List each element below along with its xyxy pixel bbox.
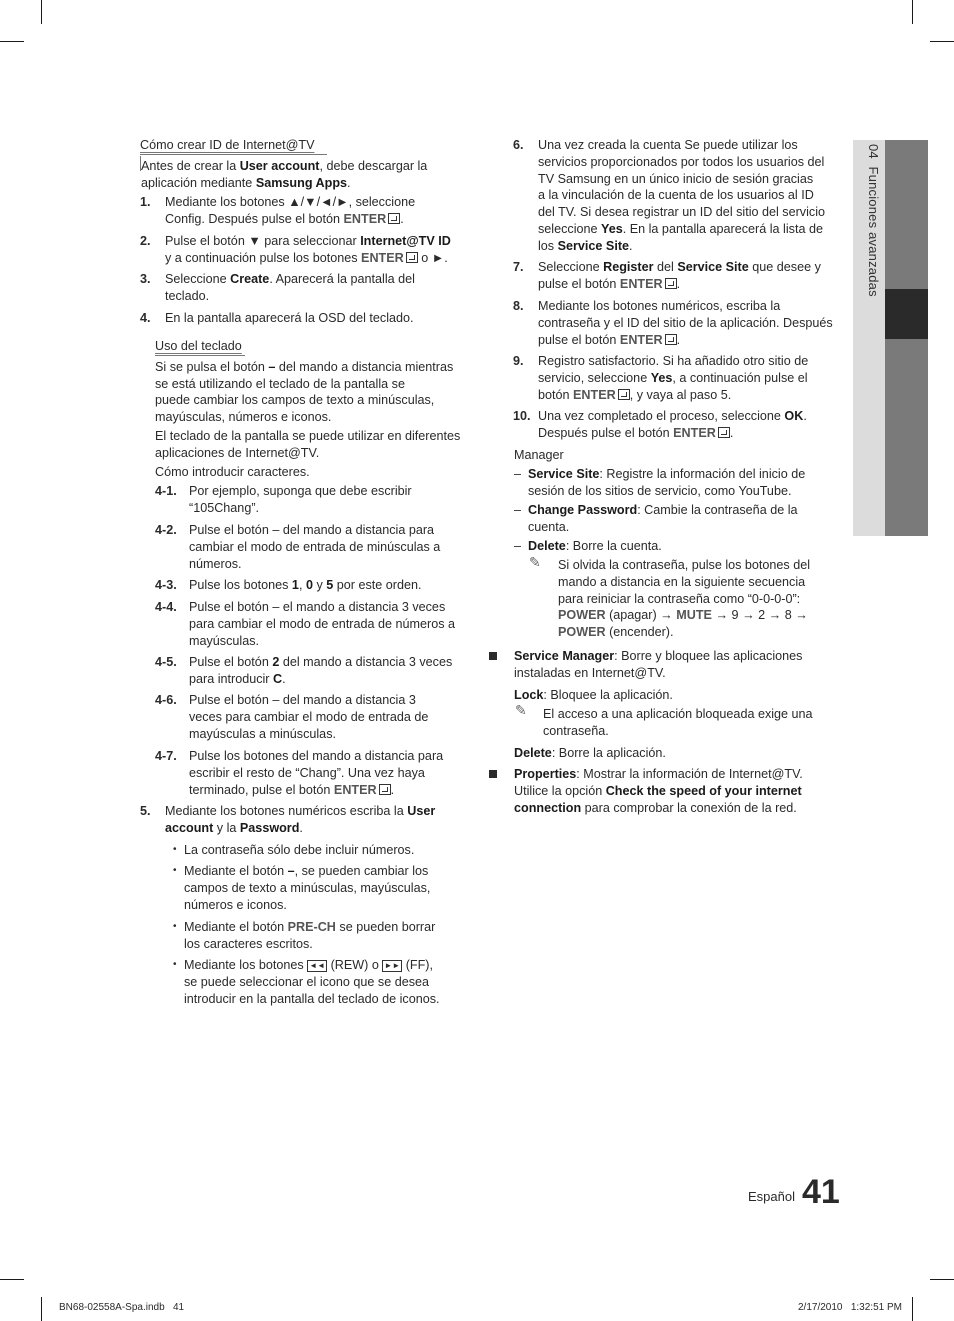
crop-mark xyxy=(912,1297,913,1321)
step-4: 4. En la pantalla aparecerá la OSD del teclado. xyxy=(140,311,414,325)
lock-item: Lock: Bloquee la aplicación. xyxy=(514,688,673,702)
manager-change-password: – Change Password: Cambie la contraseña de la cuenta. xyxy=(514,503,798,534)
substep-4-1: 4-1. Por ejemplo, suponga que debe escribir “105Chang”. xyxy=(155,484,412,515)
section-heading: Cómo crear ID de Internet@TV xyxy=(140,138,315,152)
note-icon: ✎ xyxy=(515,702,527,718)
enter-icon xyxy=(718,427,730,438)
page-number: 41 xyxy=(802,1173,840,1211)
bullet-3: • Mediante el botón PRE-CH se pueden borrar los caracteres escritos. xyxy=(173,920,436,951)
manager-delete: – Delete: Borre la cuenta. xyxy=(514,539,662,553)
step-5: 5. Mediante los botones numéricos escriba la User account y la Password. xyxy=(140,804,436,835)
enter-icon xyxy=(665,278,677,289)
square-bullet xyxy=(489,652,497,660)
enter-icon xyxy=(388,213,400,224)
manager-title: Manager xyxy=(514,448,564,462)
manager-service-site: – Service Site: Registre la información del inicio de sesión de los sitios de servicio, como YouTube. xyxy=(514,467,806,498)
enter-icon xyxy=(665,334,677,345)
crop-mark xyxy=(930,1279,954,1280)
properties: Properties: Mostrar la información de Internet@TV. Utilice la opción Check the speed of your internet connection para comprobar la conexión de la red. xyxy=(514,767,803,815)
delete-item: Delete: Borre la aplicación. xyxy=(514,746,666,760)
substep-4-3: 4-3. Pulse los botones 1, 0 y 5 por este orden. xyxy=(155,578,422,592)
section-tab-marker xyxy=(885,289,928,339)
crop-mark xyxy=(41,0,42,24)
rew-icon: ◄◄ xyxy=(309,961,326,970)
step-3: 3. Seleccione Create. Aparecerá la pantalla del teclado. xyxy=(140,272,415,303)
note-icon: ✎ xyxy=(529,554,541,570)
service-manager: Service Manager: Borre y bloquee las aplicaciones instaladas en Internet@TV. xyxy=(514,649,803,680)
enter-icon xyxy=(406,252,418,263)
bullet-1: • La contraseña sólo debe incluir números. xyxy=(173,843,415,857)
step-8: 8. Mediante los botones numéricos, escriba la contraseña y el ID del sitio de la aplicación. Después pulse el botón ENTER . xyxy=(513,299,833,347)
step-1: 1. Mediante los botones ▲/▼/◄/►, seleccione Config. Después pulse el botón ENTER . xyxy=(140,195,416,226)
password-note: Si olvida la contraseña, pulse los botones del mando a distancia en la siguiente secuencia para reiniciar la contraseña como “0-0-0-0”: POWER (apagar) → MUTE → 9 → 2 → 8 → POWER (encender). xyxy=(558,558,811,640)
enter-icon xyxy=(618,389,630,400)
lock-note: El acceso a una aplicación bloqueada exige una contraseña. xyxy=(543,707,813,738)
substep-4-6: 4-6. Pulse el botón – del mando a distancia 3 veces para cambiar el modo de entrada de mayúsculas a minúsculas. xyxy=(155,693,429,741)
substep-4-4: 4-4. Pulse el botón – el mando a distancia 3 veces para cambiar el modo de entrada de números a mayúsculas. xyxy=(155,600,456,648)
step-7: 7. Seleccione Register del Service Site que desee y pulse el botón ENTER . xyxy=(513,260,821,291)
crop-mark xyxy=(41,1297,42,1321)
crop-mark xyxy=(0,41,24,42)
ff-icon: ►► xyxy=(384,961,401,970)
footer-file: BN68-02558A-Spa.indb 41 xyxy=(59,1302,185,1313)
step-10: 10. Una vez completado el proceso, seleccione OK. Después pulse el botón ENTER . xyxy=(513,409,807,440)
bullet-2: • Mediante el botón –, se pueden cambiar los campos de texto a minúsculas, mayúsculas, números e iconos. xyxy=(173,864,431,912)
crop-mark xyxy=(0,1279,24,1280)
section-label: 04 Funciones avanzadas xyxy=(866,144,881,297)
square-bullet xyxy=(489,770,497,778)
keyboard-usage: Uso del teclado Si se pulsa el botón – del mando a distancia mientras se está utilizando el teclado de la pantalla se puede cambiar los campos de texto a minúsculas, mayúsculas, números e iconos. El teclado de la pantalla se puede utilizar en diferentes aplicaciones de Internet@TV. Cómo introducir caracteres. xyxy=(155,339,461,479)
bullet-4: • Mediante los botones ◄◄ (REW) o ►► (FF), se puede seleccionar el icono que se desea introducir en la pantalla del teclado de iconos. xyxy=(173,958,440,1006)
crop-mark xyxy=(912,0,913,24)
intro-text: Antes de crear la User account, debe descargar la aplicación mediante Samsung Apps. xyxy=(141,159,428,190)
step-6: 6. Una vez creada la cuenta Se puede utilizar los servicios proporcionados por todos los usuarios del TV Samsung en un único inicio de sesión gracias a la vinculación de la cuenta de los usuarios al ID del TV. Si desea registrar un ID del sitio del servicio seleccione Yes. En la pantalla aparecerá la lista de los Service Site. xyxy=(513,138,825,253)
crop-mark xyxy=(930,41,954,42)
footer-date: 2/17/2010 1:32:51 PM xyxy=(798,1302,902,1313)
step-9: 9. Registro satisfactorio. Si ha añadido otro sitio de servicio, seleccione Yes, a continuación pulse el botón ENTER , y vaya al paso 5. xyxy=(513,354,809,402)
enter-icon xyxy=(379,784,391,795)
footer-language: Español xyxy=(748,1189,795,1204)
substep-4-7: 4-7. Pulse los botones del mando a distancia para escribir el resto de “Chang”. Una vez haya terminado, pulse el botón ENTER . xyxy=(155,749,444,797)
substep-4-5: 4-5. Pulse el botón 2 del mando a distancia 3 veces para introducir C. xyxy=(155,655,453,686)
step-2: 2. Pulse el botón ▼ para seleccionar Internet@TV ID y a continuación pulse los botones ENTER o ►. xyxy=(140,234,451,265)
substep-4-2: 4-2. Pulse el botón – del mando a distancia para cambiar el modo de entrada de minúsculas a números. xyxy=(155,523,441,571)
